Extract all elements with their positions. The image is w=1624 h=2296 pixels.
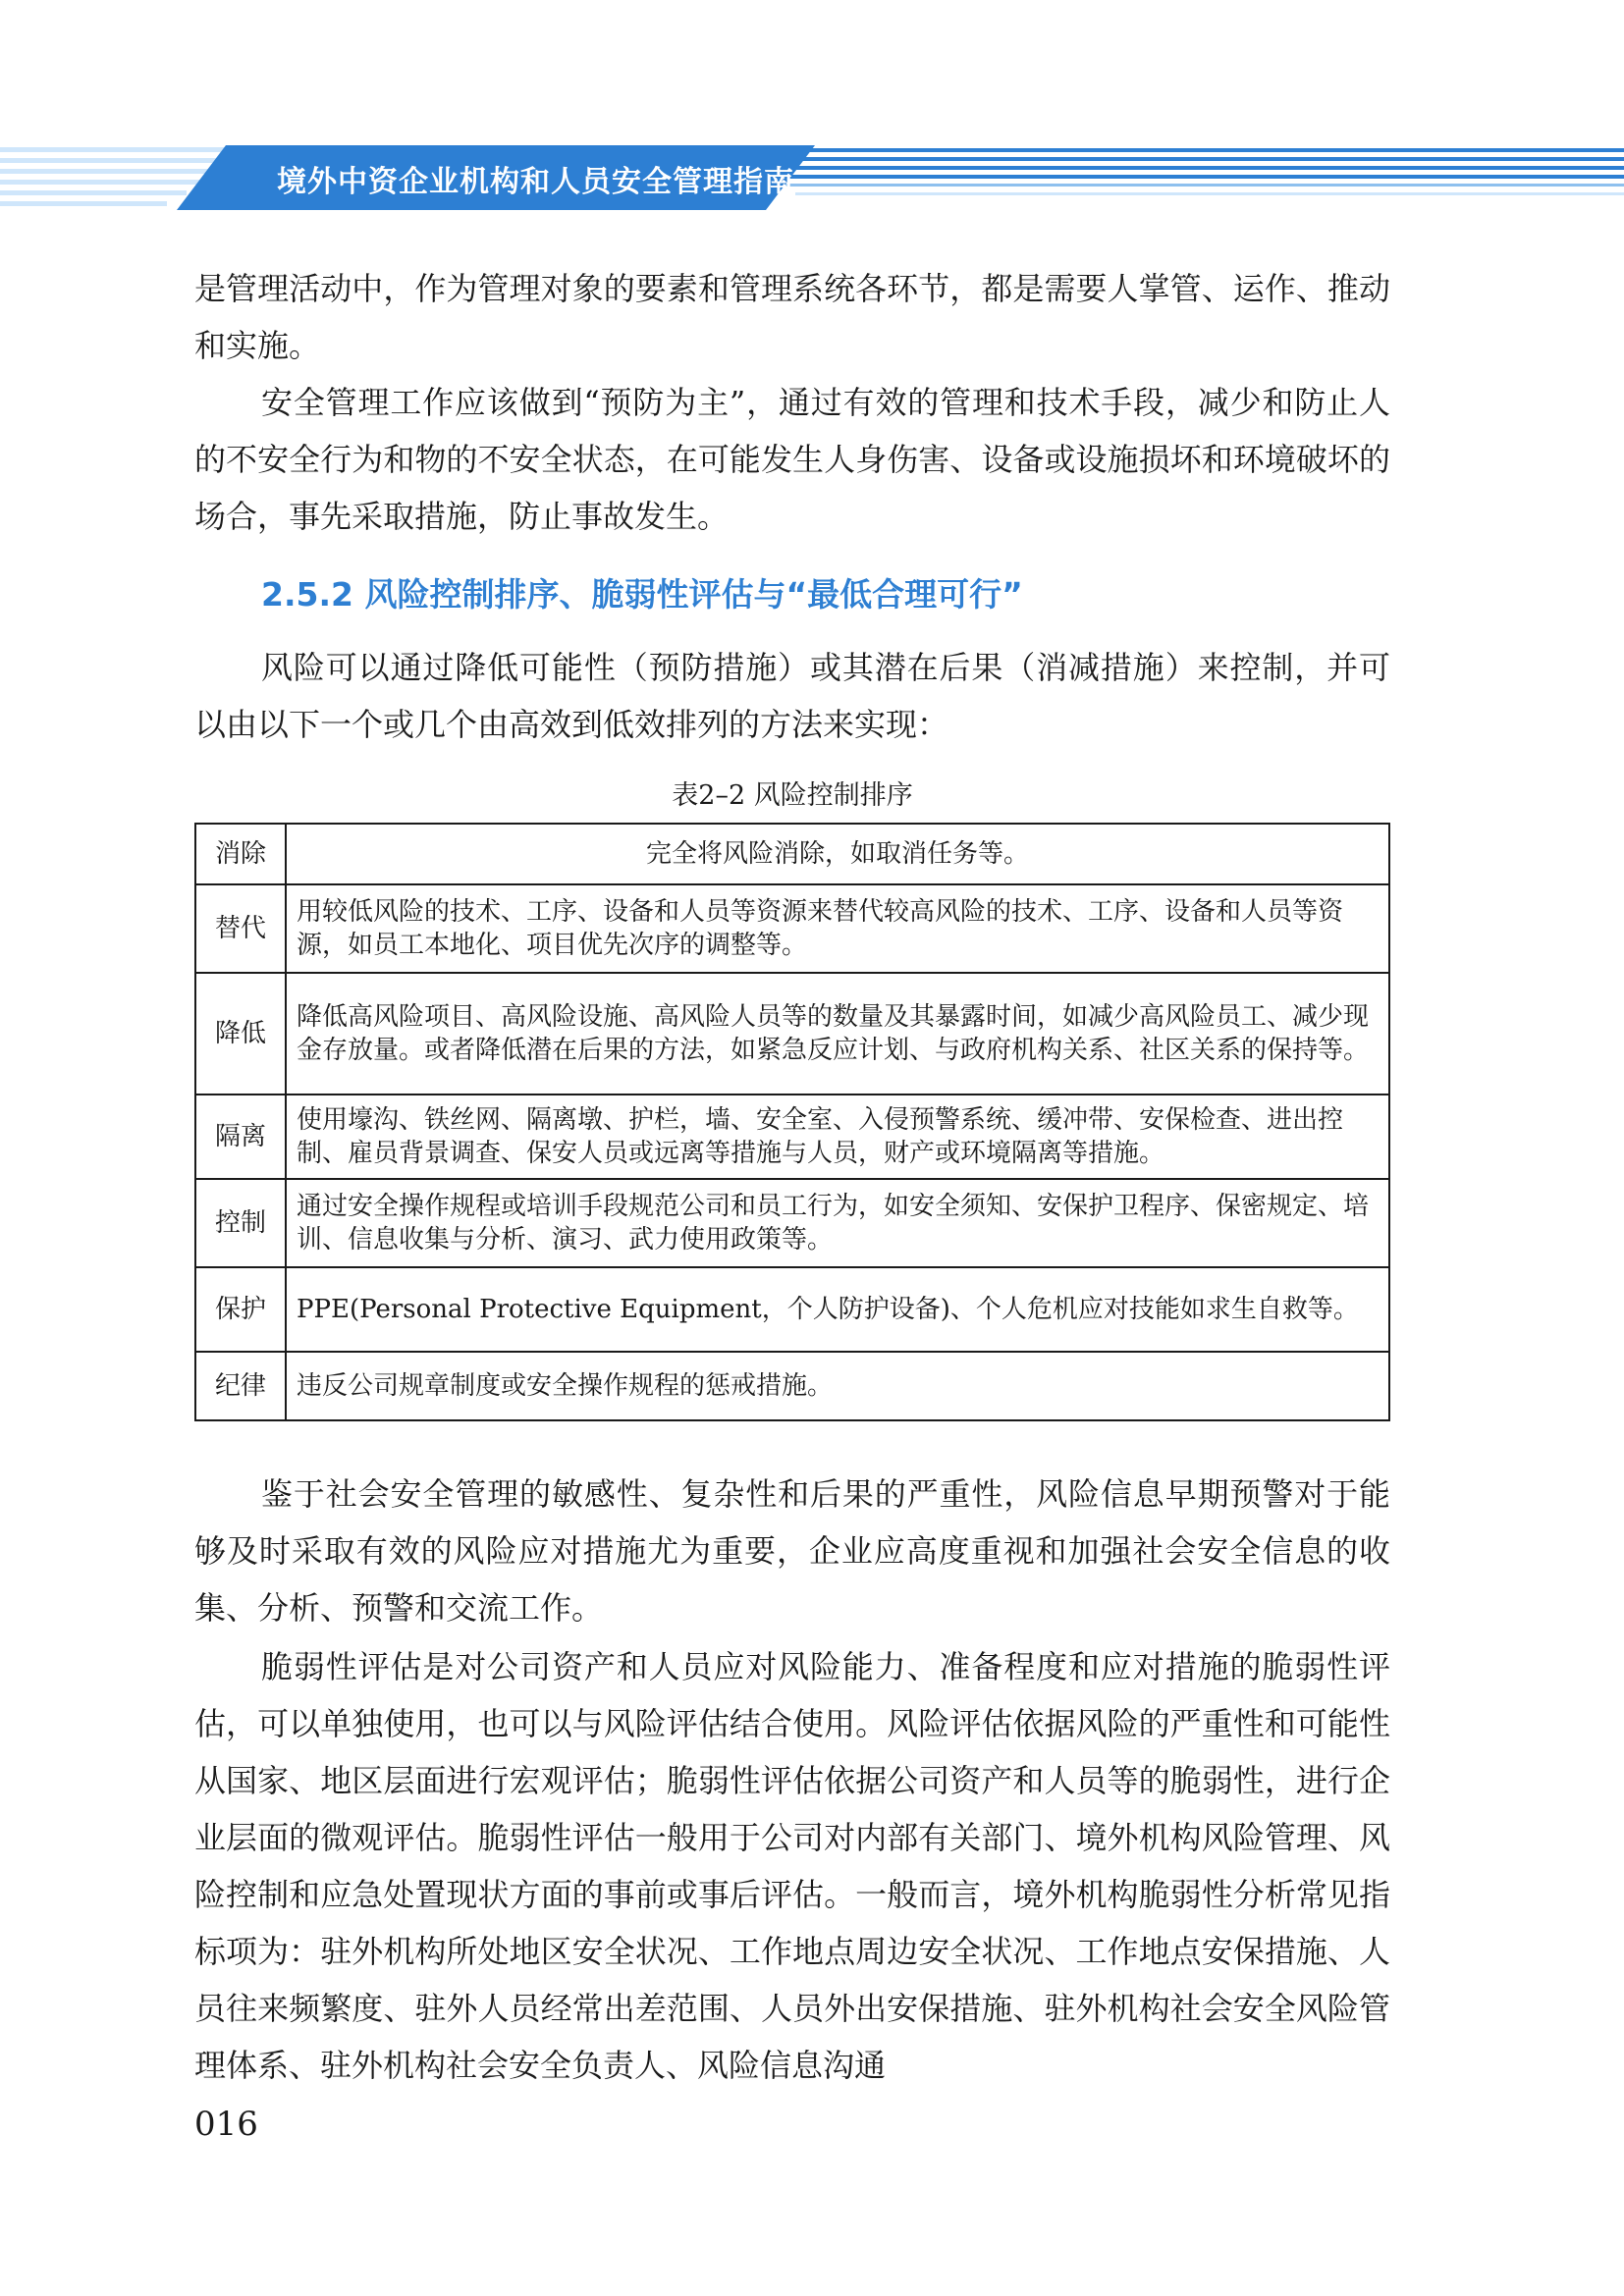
table-caption: 表2–2 风险控制排序 (672, 780, 913, 811)
table-cell-category: 控制 (195, 1179, 286, 1267)
body-paragraph: 风险可以通过降低可能性（预防措施）或其潜在后果（消减措施）来控制，并可以由以下一个或几个由高效到低效排列的方法来实现： (194, 649, 1390, 743)
table-cell-description: 降低高风险项目、高风险设施、高风险人员等的数量及其暴露时间，如减少高风险员工、减少现金存放量。或者降低潜在后果的方法，如紧急反应计划、与政府机构关系、社区关系的保持等。 (286, 973, 1389, 1095)
header-title: 境外中资企业机构和人员安全管理指南 (277, 165, 794, 199)
page-number: 016 (194, 2105, 258, 2144)
table-cell-category: 纪律 (195, 1352, 286, 1420)
table-row (195, 973, 1389, 1095)
body-paragraph: 鉴于社会安全管理的敏感性、复杂性和后果的严重性，风险信息早期预警对于能够及时采取有效的风险应对措施尤为重要，企业应高度重视和加强社会安全信息的收集、分析、预警和交流工作。 (194, 1475, 1390, 1627)
table-row (195, 1179, 1389, 1267)
table-row (195, 824, 1389, 884)
body-paragraph: 脆弱性评估是对公司资产和人员应对风险能力、准备程度和应对措施的脆弱性评估，可以单独使用，也可以与风险评估结合使用。风险评估依据风险的严重性和可能性从国家、地区层面进行宏观评估；脆弱性评估依据公司资产和人员等的脆弱性，进行企业层面的微观评估。脆弱性评估一般用于公司对内部有关部门、境外机构风险管理、风险控制和应急处置现状方面的事前或事后评估。一般而言，境外机构脆弱性分析常见指标项为：驻外机构所处地区安全状况、工作地点周边安全状况、工作地点安保措施、人员往来频繁度、驻外人员经常出差范围、人员外出安保措施、驻外机构社会安全风险管理体系、驻外机构社会安全负责人、风险信息沟通 (194, 1648, 1390, 2084)
table-cell-category: 消除 (195, 824, 286, 884)
table-cell-category: 保护 (195, 1267, 286, 1352)
table-cell-description: 完全将风险消除，如取消任务等。 (286, 824, 1389, 884)
risk-control-table (194, 823, 1390, 1421)
table-row (195, 884, 1389, 973)
table-row (195, 1095, 1389, 1179)
table-cell-description: PPE(Personal Protective Equipment，个人防护设备)、个人危机应对技能如求生自救等。 (286, 1267, 1389, 1352)
table-row (195, 1267, 1389, 1352)
table-cell-description: 通过安全操作规程或培训手段规范公司和员工行为，如安全须知、安保护卫程序、保密规定、培训、信息收集与分析、演习、武力使用政策等。 (286, 1179, 1389, 1267)
running-header (0, 145, 1624, 210)
table-cell-description: 使用壕沟、铁丝网、隔离墩、护栏，墙、安全室、入侵预警系统、缓冲带、安保检查、进出控制、雇员背景调查、保安人员或远离等措施与人员，财产或环境隔离等措施。 (286, 1095, 1389, 1179)
table-row (195, 1352, 1389, 1420)
header-banner-graphic (0, 145, 1624, 210)
table-cell-category: 隔离 (195, 1095, 286, 1179)
body-paragraph: 是管理活动中，作为管理对象的要素和管理系统各环节，都是需要人掌管、运作、推动和实施。 (194, 270, 1390, 364)
table-cell-description: 违反公司规章制度或安全操作规程的惩戒措施。 (286, 1352, 1389, 1420)
table-cell-description: 用较低风险的技术、工序、设备和人员等资源来替代较高风险的技术、工序、设备和人员等资源，如员工本地化、项目优先次序的调整等。 (286, 884, 1389, 973)
table-cell-category: 降低 (195, 973, 286, 1095)
section-heading: 2.5.2 风险控制排序、脆弱性评估与“最低合理可行” (261, 575, 1023, 614)
body-paragraph: 安全管理工作应该做到“预防为主”，通过有效的管理和技术手段，减少和防止人的不安全行为和物的不安全状态，在可能发生人身伤害、设备或设施损坏和环境破坏的场合，事先采取措施，防止事故发生。 (194, 384, 1390, 535)
table-cell-category: 替代 (195, 884, 286, 973)
